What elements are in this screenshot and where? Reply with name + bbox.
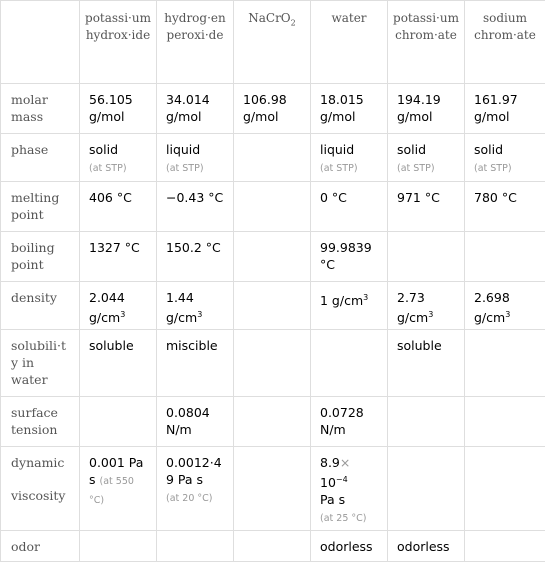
condition-note: (at STP)	[89, 163, 127, 174]
value-text: liquid	[166, 142, 201, 157]
value-text: 1 g/cm	[320, 293, 364, 309]
value-text: solid	[397, 142, 427, 157]
cell-value: 99.9839 °C	[311, 232, 388, 282]
cell-value: 56.105 g/mol	[80, 84, 157, 134]
cell-value	[157, 282, 234, 330]
unit-exponent: 3	[428, 310, 434, 319]
table-row	[1, 182, 545, 232]
cell-empty	[80, 397, 157, 447]
table-row	[1, 330, 545, 397]
cell-empty	[234, 182, 311, 232]
table-row	[1, 84, 545, 134]
row-label-line: dynamic	[11, 455, 65, 470]
value-exponent: −4	[335, 475, 348, 484]
cell-value: 34.014 g/mol	[157, 84, 234, 134]
cell-value	[157, 447, 234, 531]
cell-empty	[311, 330, 388, 397]
cell-empty	[234, 282, 311, 330]
value-text: 2.044 g/cm	[89, 290, 125, 326]
cell-empty	[465, 397, 545, 447]
cell-value: soluble	[388, 330, 465, 397]
cell-value	[80, 134, 157, 182]
cell-empty	[80, 531, 157, 562]
value-text: 2.73 g/cm	[397, 290, 429, 326]
table-row	[1, 282, 545, 330]
cell-value	[80, 447, 157, 531]
condition-note: (at STP)	[166, 163, 204, 174]
table-row	[1, 397, 545, 447]
value-mantissa: 8.9	[320, 455, 340, 470]
times-sign: ×	[339, 455, 351, 470]
row-label: boiling point	[1, 232, 80, 282]
column-header-nacro2: NaCrO$_2$	[234, 1, 311, 84]
cell-value: 1327 °C	[80, 232, 157, 282]
cell-empty	[388, 397, 465, 447]
cell-value: 971 °C	[388, 182, 465, 232]
cell-value	[80, 282, 157, 330]
row-label: surface tension	[1, 397, 80, 447]
value-text: 2.698 g/cm	[474, 290, 510, 326]
cell-value	[388, 282, 465, 330]
row-label: phase	[1, 134, 80, 182]
cell-empty	[465, 447, 545, 531]
condition-note: (at STP)	[397, 163, 435, 174]
table-row	[1, 134, 545, 182]
unit-exponent: 3	[505, 310, 511, 319]
cell-value	[311, 282, 388, 330]
cell-empty	[465, 330, 545, 397]
row-label: melting point	[1, 182, 80, 232]
column-header-koh: potassi·um hydrox·ide	[80, 1, 157, 84]
condition-note: (at 20 °C)	[166, 493, 213, 504]
cell-empty	[234, 531, 311, 562]
cell-value: 780 °C	[465, 182, 545, 232]
cell-value: −0.43 °C	[157, 182, 234, 232]
cell-empty	[234, 134, 311, 182]
cell-value	[157, 134, 234, 182]
condition-note: (at STP)	[474, 163, 512, 174]
table-row	[1, 232, 545, 282]
value-text: solid	[474, 142, 504, 157]
unit-exponent: 3	[363, 293, 369, 302]
cell-value: miscible	[157, 330, 234, 397]
table-row	[1, 447, 545, 531]
cell-empty	[388, 232, 465, 282]
cell-value: 0.0728 N/m	[311, 397, 388, 447]
row-label: odor	[1, 531, 80, 562]
cell-value: 150.2 °C	[157, 232, 234, 282]
cell-empty	[234, 330, 311, 397]
header-row	[1, 1, 545, 84]
cell-empty	[234, 232, 311, 282]
condition-note: (at 550 °C)	[89, 476, 134, 506]
column-header-na2cro4: sodium chrom·ate	[465, 1, 545, 84]
value-text: 0.001 Pa s	[89, 455, 144, 487]
cell-empty	[234, 447, 311, 531]
cell-empty	[465, 232, 545, 282]
cell-value: 194.19 g/mol	[388, 84, 465, 134]
condition-note: (at 25 °C)	[320, 513, 367, 525]
cell-value	[388, 134, 465, 182]
cell-value: odorless	[311, 531, 388, 562]
cell-value: 106.98 g/mol	[234, 84, 311, 134]
value-text: 0.0012·49 Pa s	[166, 455, 222, 487]
value-text: 1.44 g/cm	[166, 290, 198, 326]
cell-value: 18.015 g/mol	[311, 84, 388, 134]
cell-value: 0.0804 N/m	[157, 397, 234, 447]
column-header-h2o2: hydrog·en peroxi·de	[157, 1, 234, 84]
value-text: solid	[89, 142, 119, 157]
value-text: liquid	[320, 142, 355, 157]
cell-value	[311, 134, 388, 182]
cell-value	[311, 447, 388, 531]
row-label: molar mass	[1, 84, 80, 134]
row-label	[1, 447, 80, 531]
column-header-water: water	[311, 1, 388, 84]
table-row	[1, 531, 545, 562]
cell-value: 406 °C	[80, 182, 157, 232]
cell-value: odorless	[388, 531, 465, 562]
row-label-line: viscosity	[11, 488, 66, 503]
unit-exponent: 3	[120, 310, 126, 319]
row-label: solubili·ty in water	[1, 330, 80, 397]
cell-empty	[234, 397, 311, 447]
cell-value	[465, 282, 545, 330]
value-base: 10	[320, 475, 336, 491]
cell-value: 161.97 g/mol	[465, 84, 545, 134]
cell-empty	[388, 447, 465, 531]
cell-empty	[157, 531, 234, 562]
cell-value	[465, 134, 545, 182]
corner-cell	[1, 1, 80, 84]
condition-note: (at STP)	[320, 163, 358, 174]
cell-value: soluble	[80, 330, 157, 397]
cell-value: 0 °C	[311, 182, 388, 232]
column-header-k2cro4: potassi·um chrom·ate	[388, 1, 465, 84]
row-label: density	[1, 282, 80, 330]
unit-exponent: 3	[197, 310, 203, 319]
value-unit: Pa s	[320, 492, 346, 508]
cell-empty	[465, 531, 545, 562]
